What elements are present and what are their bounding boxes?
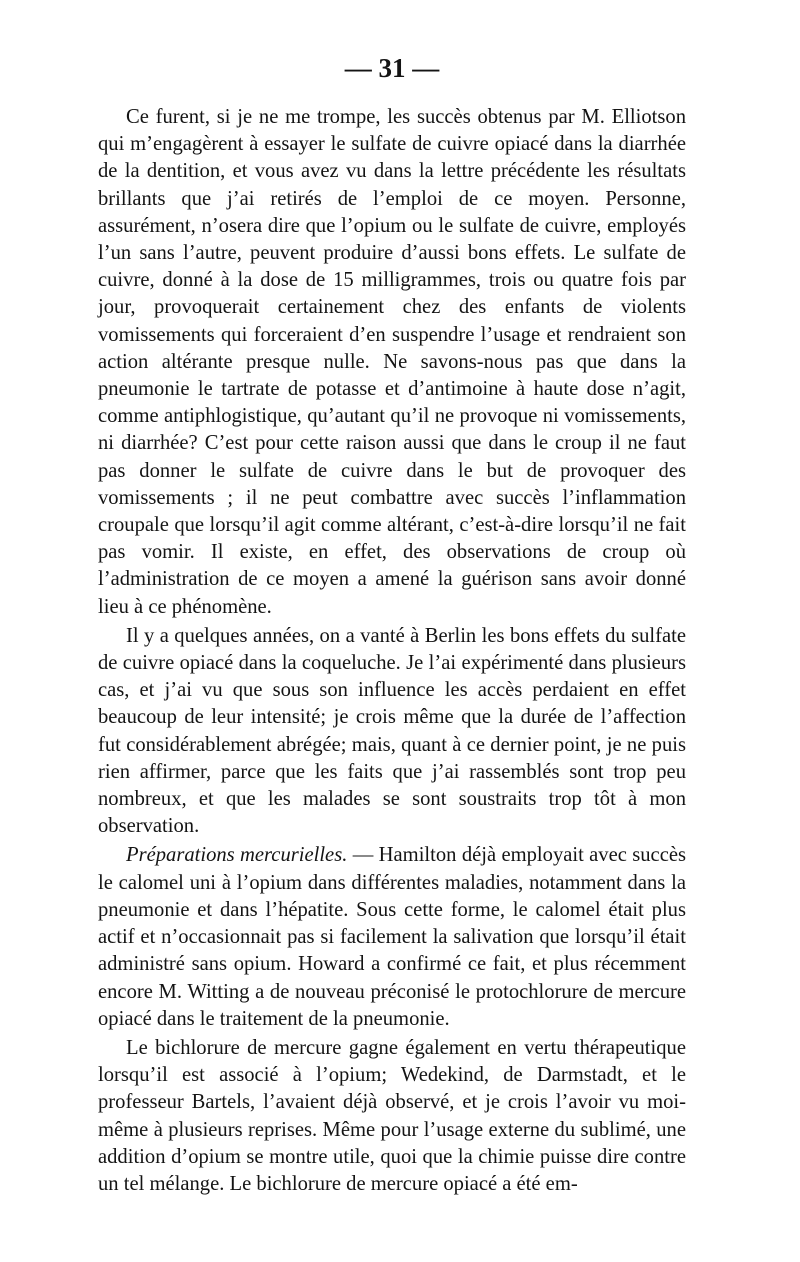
book-page [98,50,686,1198]
paragraph-2 [98,623,686,841]
section-heading-mercurial: Préparations mercurielles. [126,844,348,867]
paragraph-4-text: Le bichlorure de mercure gagne également en vertu thérapeutique lorsqu’il est associé à l’opium; Wedekind, de Darmstadt, et le professeur Bartels, l’avaient déjà observé, et je crois l’avoir vu moi-même à plusieurs reprises. Même pour l’usage externe du sublimé, une addition d’opium se montre utile, quoi que la chimie puisse dire contre un tel mélange. Le bichlorure de mercure opiacé a été em- [98,1036,686,1195]
paragraph-3-text: — Hamilton déjà employait avec succès le calomel uni à l’opium dans différentes maladies, notamment dans la pneumonie et dans l’hépatite. Sous cette forme, le calomel était plus actif et n’occasionnait pas si facilement la salivation que lorsqu’il était administré sans opium. Howard a confirmé ce fait, et plus récemment encore M. Witting a de nouveau préconisé le protochlorure de mercure opiacé dans le traitement de la pneumonie. [98,844,686,1030]
paragraph-2-text: Il y a quelques années, on a vanté à Berlin les bons effets du sulfate de cuivre opiacé dans la coqueluche. Je l’ai expérimenté dans plusieurs cas, et j’ai vu que sous son influence les accès perdaient en effet beaucoup de leur intensité; je crois même que la durée de l’affection fut considérablement abrégée; mais, quant à ce dernier point, je ne puis rien affirmer, parce que les faits que j’ai rassemblés sont trop peu nombreux, et que les malades se sont soustraits trop tôt à mon observation. [98,624,686,838]
paragraph-3 [98,842,686,1032]
paragraph-1 [98,104,686,621]
page-number: — 31 — [344,53,440,83]
paragraph-4 [98,1035,686,1198]
paragraph-1-text: Ce furent, si je ne me trompe, les succès obtenus par M. Elliotson qui m’engagèrent à essayer le sulfate de cuivre opiacé dans la diarrhée de la dentition, et vous avez vu dans la lettre précédente les résultats brillants que j’ai retirés de l’emploi de ce moyen. Personne, assurément, n’osera dire que l’opium ou le sulfate de cuivre, employés l’un sans l’autre, peuvent produire d’aussi bons effets. Le sulfate de cuivre, donné à la dose de 15 milligrammes, trois ou quatre fois par jour, provoquerait certainement chez des enfants de violents vomissements qui forceraient d’en suspendre l’usage et rendraient son action altérante presque nulle. Ne savons-nous pas que dans la pneumonie le tartrate de potasse et d’antimoine à haute dose n’agit, comme antiphlogistique, qu’autant qu’il ne provoque ni vomissements, ni diarrhée? C’est pour cette raison aussi que dans le croup il ne faut pas donner le sulfate de cuivre dans le but de provoquer des vomissements ; il ne peut combattre avec succès l’inflammation croupale que lorsqu’il agit comme altérant, c’est-à-dire lorsqu’il ne fait pas vomir. Il existe, en effet, des observations de croup où l’administration de ce moyen a amené la guérison sans avoir donné lieu à ce phénomène. [98,106,686,618]
